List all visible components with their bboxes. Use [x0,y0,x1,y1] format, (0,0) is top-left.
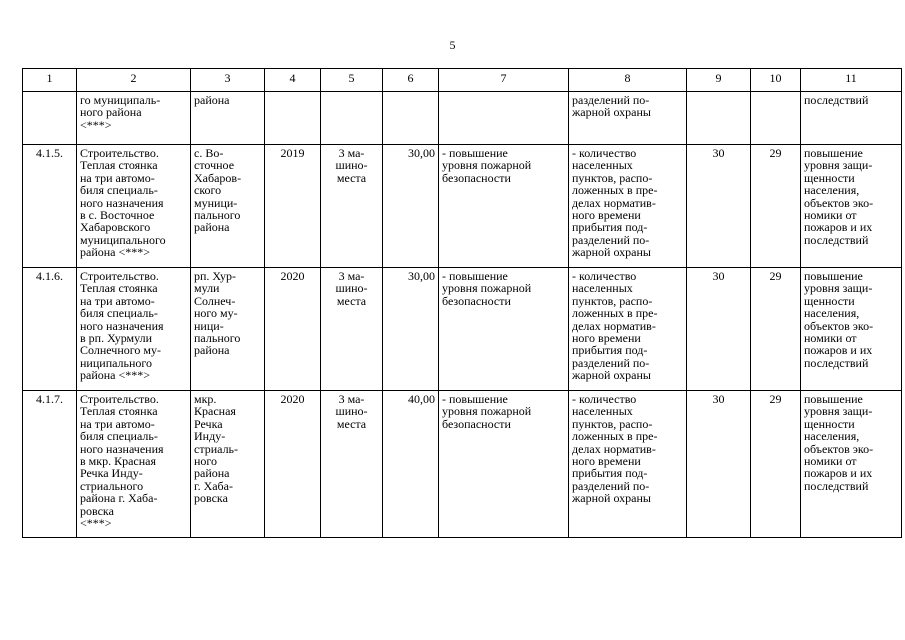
measures-table [22,68,902,538]
measure-effect: повышение уровня защи- щенности населения, объектов эко- номики от пожаров и их последствий [801,268,902,391]
row-number [23,92,77,145]
column-header: 6 [383,69,439,92]
measure-goal [439,92,569,145]
indicator-value-2019: 30 [687,145,751,268]
row-number: 4.1.5. [23,145,77,268]
table-row [23,92,902,145]
measure-capacity: 3 ма- шино- места [321,391,383,538]
measure-goal: - повышение уровня пожарной безопасности [439,145,569,268]
measure-goal: - повышение уровня пожарной безопасности [439,268,569,391]
measure-year: 2020 [265,391,321,538]
measure-location: рп. Хур- мули Солнеч- ного му- ници- пального района [191,268,265,391]
row-number: 4.1.7. [23,391,77,538]
indicator-value-2019: 30 [687,391,751,538]
measure-effect: последствий [801,92,902,145]
column-header: 8 [569,69,687,92]
indicator-value-2020: 29 [751,391,801,538]
measure-cost [383,92,439,145]
measure-effect: повышение уровня защи- щенности населения, объектов эко- номики от пожаров и их последствий [801,145,902,268]
measure-name: Строительство. Теплая стоянка на три автомо- биля специаль- ного назначения в мкр. Красная Речка Инду- стриального района г. Хаба- ровска <***> [77,391,191,538]
measure-effect: повышение уровня защи- щенности населения, объектов эко- номики от пожаров и их последствий [801,391,902,538]
table-header [23,69,902,92]
measure-capacity: 3 ма- шино- места [321,268,383,391]
measure-goal: - повышение уровня пожарной безопасности [439,391,569,538]
indicator-value-2019 [687,92,751,145]
measure-name: Строительство. Теплая стоянка на три автомо- биля специаль- ного назначения в с. Восточное Хабаровского муниципального района <***> [77,145,191,268]
row-number: 4.1.6. [23,268,77,391]
column-number-row [23,69,902,92]
indicator-value-2020: 29 [751,145,801,268]
measure-location: района [191,92,265,145]
measure-cost: 40,00 [383,391,439,538]
indicator-value-2019: 30 [687,268,751,391]
measure-indicator: разделений по- жарной охраны [569,92,687,145]
indicator-value-2020 [751,92,801,145]
measure-indicator: - количество населенных пунктов, распо- ложенных в пре- делах норматив- ного времени прибытия под- разделений по- жарной охраны [569,391,687,538]
measure-location: мкр. Красная Речка Инду- стриаль- ного района г. Хаба- ровска [191,391,265,538]
column-header: 2 [77,69,191,92]
measure-cost: 30,00 [383,268,439,391]
column-header: 1 [23,69,77,92]
column-header: 10 [751,69,801,92]
column-header: 7 [439,69,569,92]
measure-year: 2019 [265,145,321,268]
column-header: 11 [801,69,902,92]
table-row [23,268,902,391]
measure-capacity: 3 ма- шино- места [321,145,383,268]
column-header: 4 [265,69,321,92]
measure-name: Строительство. Теплая стоянка на три автомо- биля специаль- ного назначения в рп. Хурмули Солнечного му- ниципального района <***> [77,268,191,391]
measure-indicator: - количество населенных пунктов, распо- ложенных в пре- делах норматив- ного времени прибытия под- разделений по- жарной охраны [569,145,687,268]
indicator-value-2020: 29 [751,268,801,391]
table-row [23,145,902,268]
column-header: 5 [321,69,383,92]
measure-capacity [321,92,383,145]
measure-year: 2020 [265,268,321,391]
measure-name: го муниципаль- ного района <***> [77,92,191,145]
column-header: 9 [687,69,751,92]
table-row [23,391,902,538]
measure-year [265,92,321,145]
page-number: 5 [449,38,456,52]
measure-location: с. Во- сточное Хабаров- ского муници- пального района [191,145,265,268]
measure-cost: 30,00 [383,145,439,268]
column-header: 3 [191,69,265,92]
measure-indicator: - количество населенных пунктов, распо- ложенных в пре- делах норматив- ного времени прибытия под- разделений по- жарной охраны [569,268,687,391]
